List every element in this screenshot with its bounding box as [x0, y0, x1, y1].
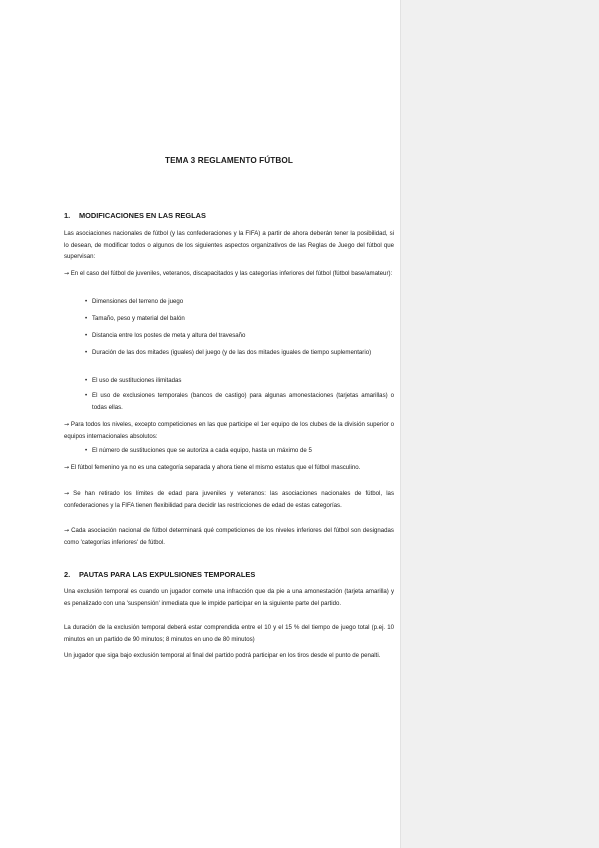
bullet-item: • El número de sustituciones que se autoriza a cada equipo, hasta un máximo de 5 [92, 445, 394, 457]
section-2-paragraph-3: Un jugador que siga bajo exclusión temporal al final del partido podrá participar en los tiros desde el punto de penalti. [64, 652, 381, 659]
section-1-point-4 [64, 488, 394, 511]
bullet-item: • El uso de sustituciones ilimitadas [92, 375, 394, 387]
section-1-title: MODIFICACIONES EN LAS REGLAS [79, 211, 206, 220]
arrow-icon: → [64, 464, 70, 471]
bullet-item: • Dimensiones del terreno de juego [92, 296, 394, 308]
section-1-point-2 [64, 419, 394, 442]
section-2-title: PAUTAS PARA LAS EXPULSIONES TEMPORALES [79, 570, 256, 579]
bullet-item: • El uso de exclusiones temporales (bancos de castigo) para algunas amonestaciones (tarjetas amarillas) o todas ellas. [92, 390, 394, 413]
arrow-icon: → [64, 421, 70, 428]
section-2-paragraph-2: La duración de la exclusión temporal deberá estar comprendida entre el 10 y el 15 % del tiempo de juego total (p.ej. 10 minutos en un partido de 90 minutos; 8 minutos en uno de 80 minutos) [64, 624, 394, 643]
section-2-number: 2. [64, 570, 71, 579]
section-2-paragraph-1: Una exclusión temporal es cuando un jugador comete una infracción que da pie a una amonestación (tarjeta amarilla) y es penalizado con una 'suspensión' inmediata que le impide participar en la siguiente parte del partido. [64, 588, 394, 607]
document-title: TEMA 3 REGLAMENTO FÚTBOL [165, 156, 293, 165]
section-1-number: 1. [64, 211, 71, 220]
section-1-heading [64, 211, 206, 220]
bullet-item: • Tamaño, peso y material del balón [92, 313, 394, 325]
bullet-item: • Distancia entre los postes de meta y altura del travesaño [92, 330, 394, 342]
section-1-point-1-text: En el caso del fútbol de juveniles, veteranos, discapacitados y las categorías inferiores del fútbol (fútbol base/amateur): [70, 270, 393, 277]
section-1-point-3-text: El fútbol femenino ya no es una categoría separada y ahora tiene el mismo estatus que el fútbol masculino. [70, 464, 361, 471]
arrow-icon: → [64, 527, 70, 534]
section-1-intro: Las asociaciones nacionales de fútbol (y las confederaciones y la FIFA) a partir de ahora deberán tener la posibilidad, si lo desean, de modificar todos o algunos de los siguientes aspectos organizativos de las Reglas de Juego del fútbol que supervisan: [64, 230, 394, 260]
arrow-icon: → [64, 490, 70, 497]
section-1-point-1 [64, 268, 394, 280]
section-1-point-2-text: Para todos los niveles, excepto competiciones en las que participe el 1er equipo de los clubes de la división superior o equipos internacionales absolutos: [64, 421, 395, 440]
bullet-item: • Duración de las dos mitades (iguales) del juego (y de las dos mitades iguales de tiempo suplementario) [92, 347, 394, 359]
section-1-point-4-text: Se han retirado los límites de edad para juveniles y veteranos: las asociaciones nacionales de fútbol, las confederaciones y la FIFA tienen flexibilidad para decidir las restricciones de edad de estas categorías. [64, 490, 394, 509]
arrow-icon: → [64, 270, 70, 277]
section-2-heading [64, 570, 255, 579]
comment-markup-pane [400, 0, 599, 848]
section-1-point-5 [64, 525, 394, 548]
section-1-point-5-text: Cada asociación nacional de fútbol determinará qué competiciones de los niveles inferiores del fútbol son designadas como 'categorías inferiores' de fútbol. [64, 527, 394, 546]
section-1-point-3 [64, 462, 394, 474]
